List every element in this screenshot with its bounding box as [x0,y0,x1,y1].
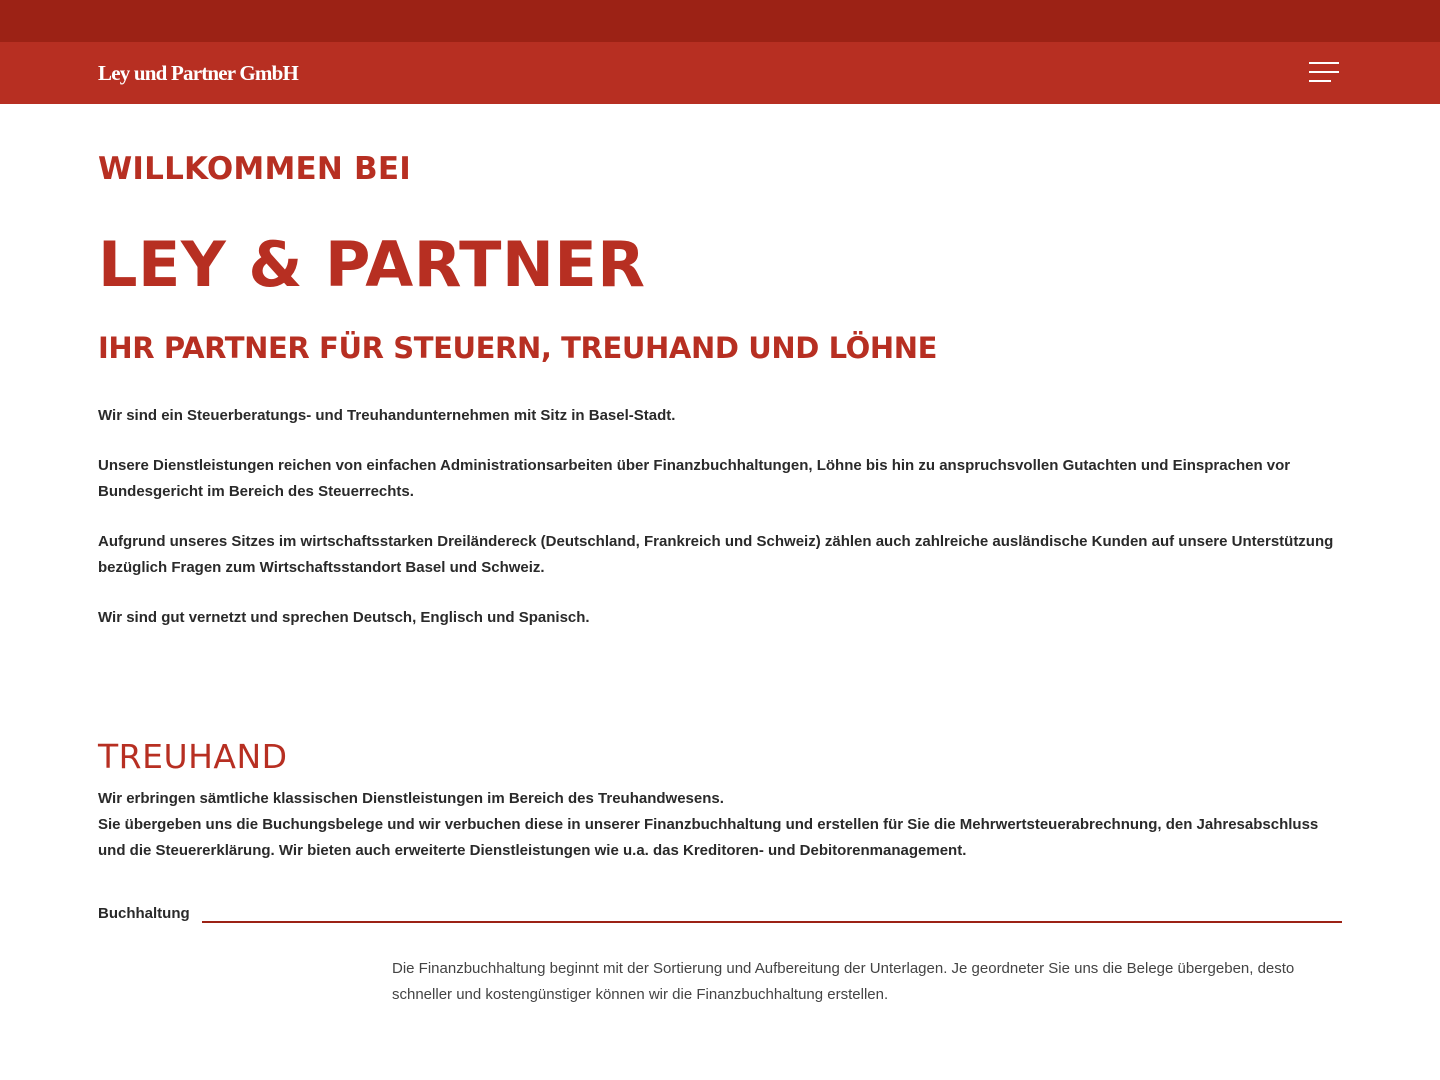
navbar [0,42,1440,104]
treuhand-paragraph: Wir erbringen sämtliche klassischen Dienstleistungen im Bereich des Treuhandwesens. [98,790,724,807]
menu-line [1309,62,1339,64]
service-tab-buchhaltung [98,903,1342,929]
menu-line [1309,71,1339,73]
intro-paragraph: Aufgrund unseres Sitzes im wirtschaftsstarken Dreiländereck (Deutschland, Frankreich und Schweiz) zählen auch zahlreiche ausländische Kunden auf unsere Unterstützung bezüglich Fragen zum Wirtschaftsstandort Basel und Schweiz. [98,533,1334,576]
treuhand-heading: TREUHAND [98,737,288,776]
intro-paragraph: Wir sind ein Steuerberatungs- und Treuhandunternehmen mit Sitz in Basel-Stadt. [98,407,676,424]
intro-paragraph: Wir sind gut vernetzt und sprechen Deutsch, Englisch und Spanisch. [98,609,590,626]
company-heading: LEY & PARTNER [98,228,646,301]
menu-line [1309,80,1331,82]
welcome-heading: WILLKOMMEN BEI [98,151,411,187]
top-bar [0,0,1440,42]
hamburger-menu-icon[interactable] [1307,62,1341,84]
tab-divider [202,921,1342,923]
treuhand-paragraph: Sie übergeben uns die Buchungsbelege und wir verbuchen diese in unserer Finanzbuchhaltung und erstellen für Sie die Mehrwertsteuerabrechnung, den Jahresabschluss und die Steuererklärung. Wir bieten auch erweiterte Dienstleistungen wie u.a. das Kreditoren- und Debitorenmanagement. [98,816,1319,859]
brand-logo[interactable]: Ley und Partner GmbH [98,61,299,85]
tab-content-text: Die Finanzbuchhaltung beginnt mit der Sortierung und Aufbereitung der Unterlagen. Je geordneter Sie uns die Belege übergeben, desto schneller und kostengünstiger können wir die Finanzbuchhaltung erstellen. [392,960,1295,1003]
tab-buchhaltung[interactable]: Buchhaltung [98,905,190,922]
intro-paragraph: Unsere Dienstleistungen reichen von einfachen Administrationsarbeiten über Finanzbuchhaltungen, Löhne bis hin zu anspruchsvollen Gutachten und Einsprachen vor Bundesgericht im Bereich des Steuerrechts. [98,457,1291,500]
tagline-heading: IHR PARTNER FÜR STEUERN, TREUHAND UND LÖHNE [98,331,938,365]
